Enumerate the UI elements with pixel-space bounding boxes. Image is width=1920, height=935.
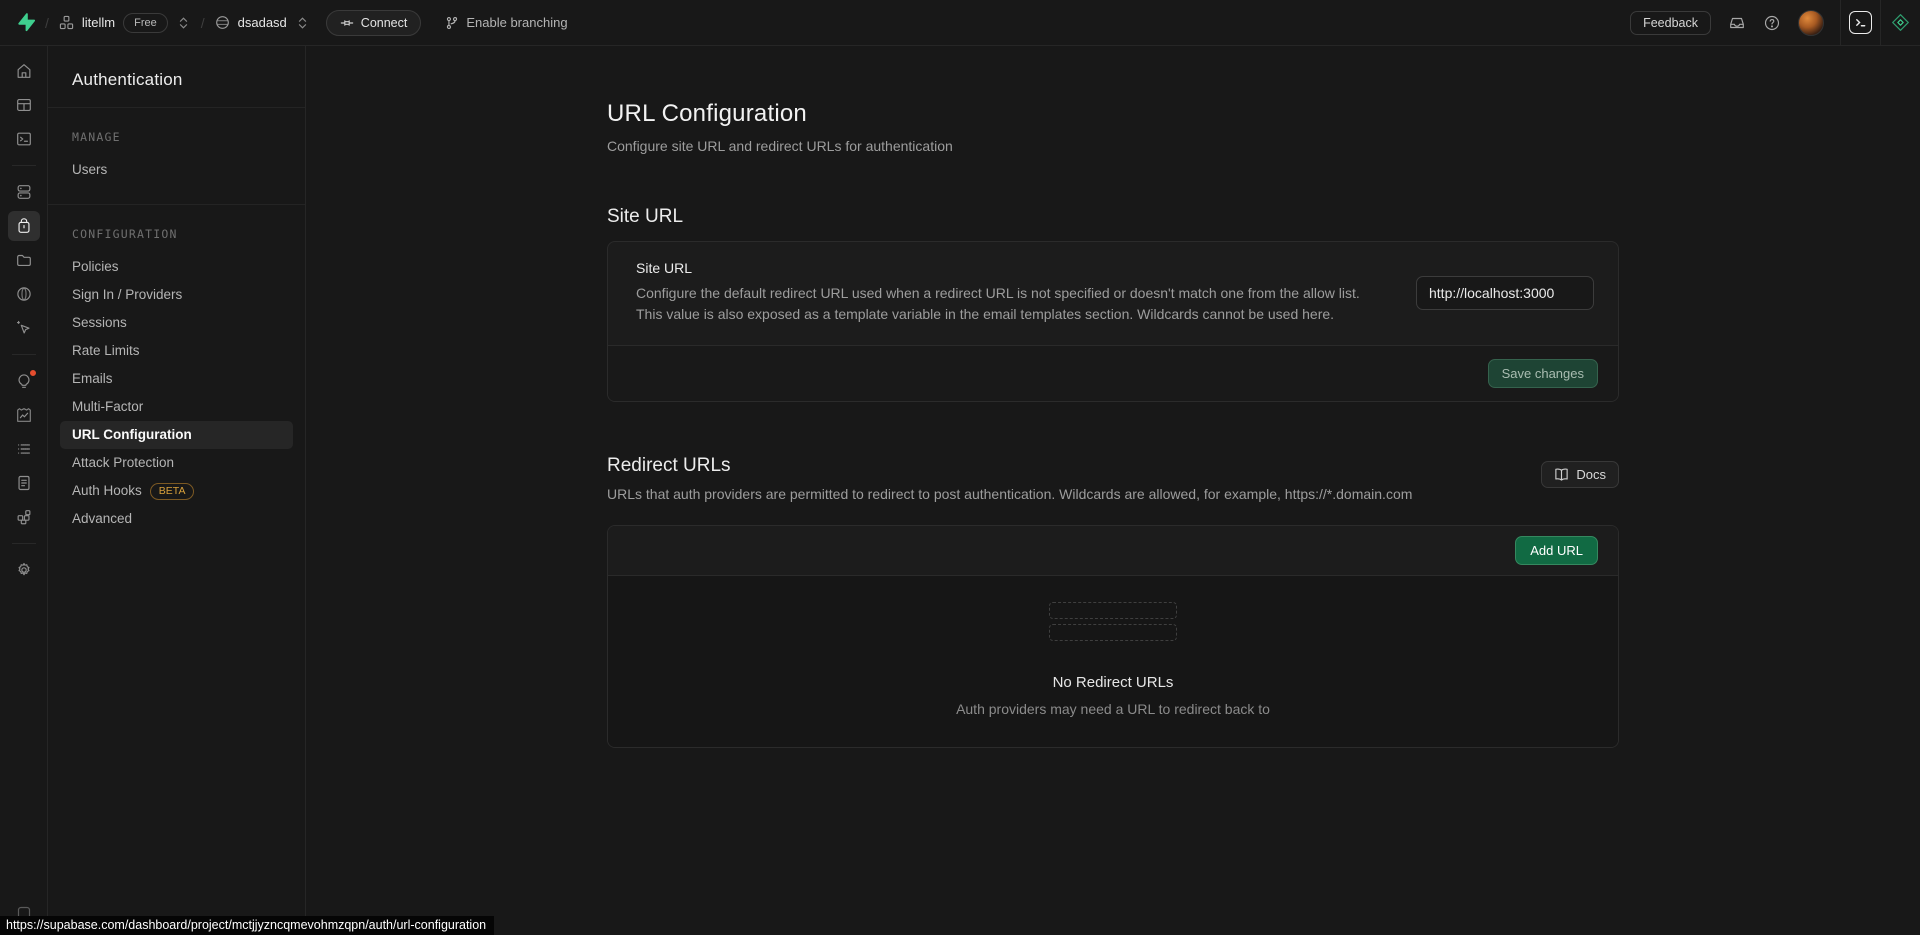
section-label: CONFIGURATION (72, 227, 178, 241)
enable-branching-label: Enable branching (466, 15, 568, 30)
redirect-urls-empty-state (608, 576, 1618, 747)
site-url-field-text (636, 260, 1386, 325)
connect-label: Connect (360, 15, 408, 30)
site-url-card-footer (608, 345, 1618, 401)
feedback-button[interactable]: Feedback (1630, 11, 1711, 35)
rail-logs-icon[interactable] (8, 434, 40, 464)
sidebar-item-label: Sessions (72, 315, 127, 330)
plan-badge: Free (123, 13, 168, 33)
sidebar-item-attack-protection[interactable] (60, 449, 293, 477)
docs-button[interactable] (1541, 461, 1619, 488)
site-url-description: Configure the default redirect URL used when a redirect URL is not specified or doesn't match one from the allow list. This value is also exposed as a template variable in the email templates section. Wildcards cannot be used here. (636, 285, 1360, 322)
link-status-tooltip: https://supabase.com/dashboard/project/mctjjyzncqmevohmzqpn/auth/url-configuration (0, 916, 494, 935)
rail-reports-icon[interactable] (8, 400, 40, 430)
rail-home-icon[interactable] (8, 56, 40, 86)
rail-advisors-icon[interactable] (8, 366, 40, 396)
sidebar-section-configuration (48, 205, 305, 553)
rail-integrations-icon[interactable] (8, 502, 40, 532)
terminal-icon (1849, 11, 1872, 34)
sidebar-item-label: Users (72, 162, 108, 177)
sidebar-item-url-configuration[interactable] (60, 421, 293, 449)
rail-api-docs-icon[interactable] (8, 468, 40, 498)
sidebar-title: Authentication (48, 46, 305, 108)
user-avatar[interactable] (1798, 10, 1824, 36)
sidebar-item-label: Rate Limits (72, 343, 140, 358)
empty-state-subtitle: Auth providers may need a URL to redirect back to (956, 701, 1270, 717)
site-url-label: Site URL (636, 260, 693, 276)
sidebar-item-advanced[interactable] (60, 505, 293, 533)
assistant-diamond-icon (1891, 13, 1910, 32)
org-selector-chevrons-icon[interactable] (176, 14, 191, 32)
breadcrumb-separator: / (45, 14, 49, 31)
org-name: litellm (81, 15, 116, 30)
project-icon (215, 15, 230, 30)
rail-sql-editor-icon[interactable] (8, 124, 40, 154)
breadcrumb (0, 0, 568, 45)
rail-database-icon[interactable] (8, 177, 40, 207)
sidebar-item-users[interactable] (60, 156, 293, 184)
rail-divider (12, 165, 36, 166)
skeleton-placeholder (1049, 624, 1177, 641)
project-name: dsadasd (237, 15, 287, 30)
sidebar-item-label: Attack Protection (72, 455, 175, 470)
redirect-urls-heading-block (607, 455, 1412, 502)
rail-table-editor-icon[interactable] (8, 90, 40, 120)
site-url-card (607, 241, 1619, 402)
redirect-urls-card (607, 525, 1619, 748)
page-subtitle: Configure site URL and redirect URLs for authentication (607, 138, 953, 154)
rail-divider (12, 543, 36, 544)
page-title: URL Configuration (607, 100, 807, 127)
rail-storage-icon[interactable] (8, 245, 40, 275)
sidebar-item-label: Multi-Factor (72, 399, 144, 414)
sidebar-item-rate-limits[interactable] (60, 337, 293, 365)
terminal-panel-toggle[interactable] (1840, 0, 1880, 45)
docs-label: Docs (1576, 467, 1606, 482)
site-url-heading: Site URL (607, 206, 684, 227)
project-breadcrumb[interactable] (215, 14, 310, 32)
project-selector-chevrons-icon[interactable] (295, 14, 310, 32)
rail-edge-functions-icon[interactable] (8, 279, 40, 309)
help-icon[interactable] (1763, 14, 1781, 32)
top-header (0, 0, 1920, 46)
supabase-logo-icon[interactable] (16, 13, 35, 32)
sidebar-item-emails[interactable] (60, 365, 293, 393)
section-label: MANAGE (72, 130, 121, 144)
plug-icon (340, 16, 354, 30)
sidebar-item-multi-factor[interactable] (60, 393, 293, 421)
sidebar-item-label: Emails (72, 371, 113, 386)
add-url-button[interactable]: Add URL (1515, 536, 1598, 565)
inbox-icon[interactable] (1728, 14, 1746, 32)
git-branch-icon (445, 16, 459, 30)
rail-settings-icon[interactable] (8, 555, 40, 585)
auth-sidebar (48, 46, 306, 935)
connect-button[interactable] (326, 10, 422, 36)
site-url-input[interactable] (1416, 276, 1594, 310)
redirect-urls-heading: Redirect URLs (607, 455, 731, 476)
sidebar-item-sign-in-providers[interactable] (60, 281, 293, 309)
sidebar-item-sessions[interactable] (60, 309, 293, 337)
sidebar-item-label: URL Configuration (72, 427, 192, 442)
icon-rail (0, 46, 48, 935)
rail-realtime-icon[interactable] (8, 313, 40, 343)
sidebar-item-label: Sign In / Providers (72, 287, 183, 302)
redirect-urls-card-header (608, 526, 1618, 576)
empty-state-title: No Redirect URLs (1052, 674, 1174, 691)
book-icon (1554, 467, 1569, 482)
redirect-urls-description: URLs that auth providers are permitted to redirect to post authentication. Wildcards are allowed, for example, https://*.domain.com (607, 486, 1413, 502)
sidebar-item-auth-hooks[interactable] (60, 477, 293, 505)
sidebar-item-label: Policies (72, 259, 119, 274)
sidebar-item-label: Auth Hooks (72, 483, 142, 498)
enable-branching-button[interactable] (445, 15, 567, 30)
beta-badge: BETA (150, 483, 195, 500)
organization-icon (59, 15, 74, 30)
notification-dot (29, 369, 37, 377)
skeleton-placeholder (1049, 602, 1177, 619)
org-breadcrumb[interactable] (59, 13, 191, 33)
ai-assistant-toggle[interactable] (1880, 0, 1920, 45)
rail-divider (12, 354, 36, 355)
sidebar-section-manage (48, 108, 305, 205)
save-changes-button[interactable]: Save changes (1488, 359, 1598, 388)
header-actions (1614, 0, 1920, 45)
breadcrumb-separator: / (200, 14, 205, 31)
main-content (306, 46, 1920, 935)
sidebar-item-label: Advanced (72, 511, 133, 526)
sidebar-item-policies[interactable] (60, 253, 293, 281)
rail-authentication-icon[interactable] (8, 211, 40, 241)
